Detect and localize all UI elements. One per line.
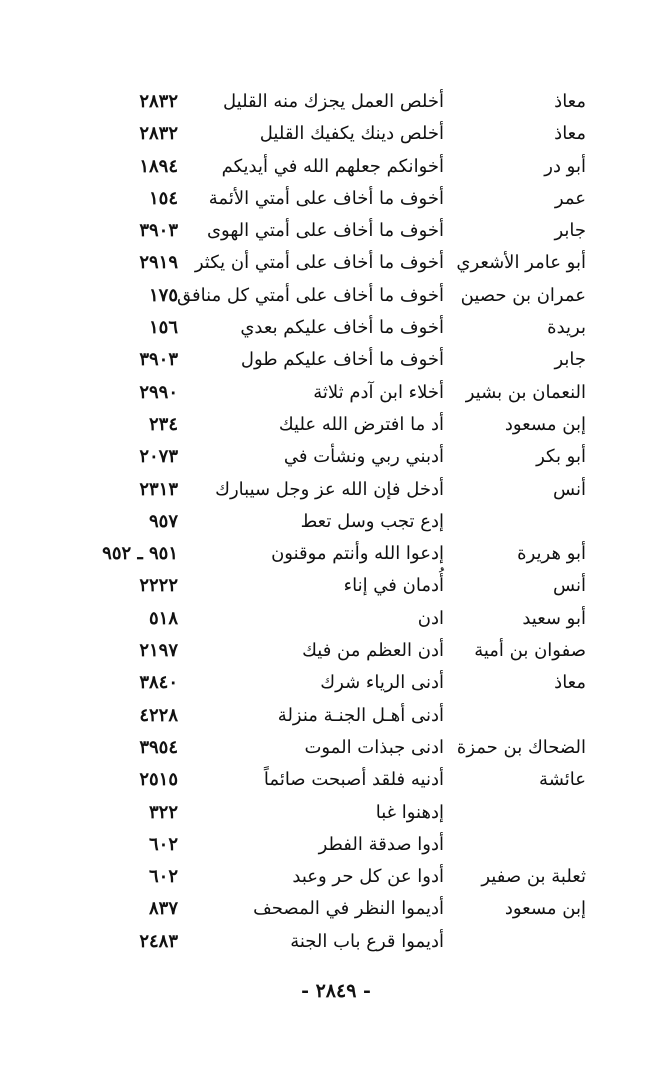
hadith-opening: أدنيه فلقد أصبحت صائماً (263, 769, 444, 791)
narrator-name: إبن مسعود (504, 898, 586, 920)
hadith-number: ٦٠٢ (148, 833, 178, 855)
hadith-opening: أدوا صدقة الفطر (318, 833, 444, 855)
index-entry (0, 829, 672, 861)
narrator-name: صفوان بن أمية (474, 640, 586, 662)
hadith-number: ٢٥١٥ (139, 769, 178, 791)
narrator-name: جابر (554, 220, 586, 242)
hadith-number: ٢٣٤ (148, 413, 178, 435)
hadith-number: ٢٩٩٠ (139, 381, 178, 403)
hadith-opening: أخوف ما أخاف على أمتي كل منافق (177, 284, 444, 306)
hadith-opening: أخلاء ابن آدم ثلاثة (313, 381, 444, 403)
hadith-opening: أخوانكم جعلهم الله في أيديكم (221, 155, 444, 177)
hadith-opening: أخوف ما أخاف على أمتي أن يكثر (194, 252, 444, 274)
hadith-number: ٢٤٨٣ (139, 930, 178, 952)
narrator-name: جابر (554, 349, 586, 371)
hadith-number: ٢٩١٩ (139, 252, 178, 274)
hadith-number: ٩٥٧ (148, 510, 178, 532)
narrator-name: معاذ (554, 123, 586, 145)
narrator-name: أبو در (544, 155, 586, 177)
hadith-opening: ادن (417, 607, 444, 629)
index-entry (0, 635, 672, 667)
hadith-opening: أخوف ما أخاف عليكم بعدي (240, 317, 444, 339)
hadith-number: ٢٨٣٢ (139, 123, 178, 145)
index-entry (0, 893, 672, 925)
narrator-name: أبو سعيد (522, 607, 586, 629)
hadith-number: ٤٢٢٨ (139, 704, 178, 726)
hadith-number: ١٥٦ (148, 317, 178, 339)
narrator-name: معاذ (554, 91, 586, 112)
hadith-opening: أدوا عن كل حر وعبد (292, 866, 444, 888)
hadith-opening: أد ما افترض الله عليك (278, 413, 444, 435)
index-entry (0, 86, 672, 118)
index-entry (0, 732, 672, 764)
narrator-name: أبو هريرة (517, 543, 586, 565)
index-entry (0, 797, 672, 829)
narrator-name: عائشة (539, 769, 586, 791)
index-entry (0, 441, 672, 473)
hadith-number: ٨٣٧ (148, 898, 178, 920)
hadith-opening: إدعوا الله وأنتم موقنون (271, 543, 444, 565)
hadith-opening: أخلص العمل يجزك منه القليل (223, 91, 444, 112)
index-entry (0, 764, 672, 796)
narrator-name: معاذ (554, 672, 586, 694)
index-entry (0, 118, 672, 150)
hadith-opening: أدنى الرياء شرك (320, 672, 444, 694)
narrator-name: النعمان بن بشير (465, 381, 586, 403)
hadith-opening: إدع تجب وسل تعط (300, 510, 444, 532)
hadith-number: ٢٨٣٢ (139, 91, 178, 112)
index-entry (0, 861, 672, 893)
hadith-number: ٣٩٠٣ (139, 349, 178, 371)
index-entry (0, 215, 672, 247)
hadith-number: ١٥٤ (148, 187, 178, 209)
hadith-number: ٥١٨ (148, 607, 178, 629)
narrator-name: أنس (553, 575, 586, 597)
hadith-opening: أديموا النظر في المصحف (253, 898, 444, 920)
index-entry (0, 151, 672, 183)
index-entry (0, 667, 672, 699)
index-entry (0, 570, 672, 602)
index-entry (0, 344, 672, 376)
hadith-index-list (0, 86, 672, 958)
index-entry (0, 538, 672, 570)
hadith-opening: أدخل فإن الله عز وجل سيبارك (215, 478, 444, 500)
index-entry (0, 409, 672, 441)
hadith-opening: أخلص دينك يكفيك القليل (259, 123, 444, 145)
hadith-opening: أديموا قرع باب الجنة (290, 930, 444, 952)
page-number: - ٢٨٤٩ - (301, 980, 371, 1002)
narrator-name: بريدة (547, 317, 586, 339)
hadith-opening: أخوف ما أخاف عليكم طول (240, 349, 444, 371)
narrator-name: إبن مسعود (504, 413, 586, 435)
index-entry (0, 506, 672, 538)
index-entry (0, 377, 672, 409)
hadith-number: ٢٠٧٣ (139, 446, 178, 468)
hadith-opening: أخوف ما أخاف على أمتي الأئمة (208, 187, 444, 209)
narrator-name: أبو بكر (536, 446, 586, 468)
hadith-opening: أدبني ربي ونشأت في (283, 446, 444, 468)
hadith-number: ١٧٥ (148, 284, 178, 306)
hadith-number: ٣٨٤٠ (139, 672, 178, 694)
narrator-name: أنس (553, 478, 586, 500)
index-entry (0, 312, 672, 344)
narrator-name: عمران بن حصين (460, 284, 586, 306)
index-entry (0, 247, 672, 279)
index-entry (0, 700, 672, 732)
index-entry (0, 183, 672, 215)
index-entry (0, 926, 672, 958)
hadith-number: ٦٠٢ (148, 866, 178, 888)
hadith-number: ٣٩٠٣ (139, 220, 178, 242)
hadith-opening: أخوف ما أخاف على أمتي الهوى (206, 220, 444, 242)
hadith-opening: إدهنوا غبا (375, 801, 444, 823)
hadith-opening: أدنى أهـل الجنـة منزلة (277, 704, 444, 726)
hadith-opening: أدن العظم من فيك (302, 640, 444, 662)
hadith-opening: أُدمان في إناء (343, 575, 444, 597)
index-entry (0, 603, 672, 635)
hadith-number: ١٨٩٤ (139, 155, 178, 177)
hadith-number: ٩٥١ ـ ٩٥٢ (102, 543, 178, 565)
index-entry (0, 474, 672, 506)
hadith-number: ٢٣١٣ (139, 478, 178, 500)
hadith-number: ٢١٩٧ (139, 640, 178, 662)
narrator-name: ثعلبة بن صفير (481, 866, 586, 888)
narrator-name: الضحاك بن حمزة (456, 736, 586, 758)
hadith-number: ٣٢٢ (148, 801, 178, 823)
narrator-name: عمر (554, 187, 586, 209)
narrator-name: أبو عامر الأشعري (456, 252, 586, 274)
hadith-number: ٣٩٥٤ (139, 736, 178, 758)
hadith-opening: ادنى جبذات الموت (304, 736, 444, 758)
index-entry (0, 280, 672, 312)
hadith-number: ٢٢٢٢ (139, 575, 178, 597)
